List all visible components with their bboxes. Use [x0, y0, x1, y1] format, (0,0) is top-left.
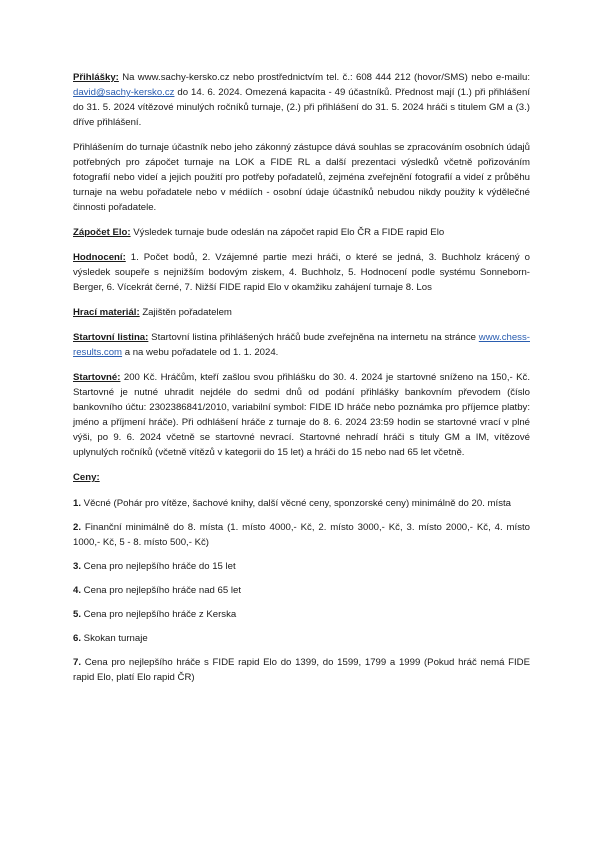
prize-item — [73, 520, 530, 550]
startovne-text: 200 Kč. Hráčům, kteří zašlou svou přihlášku do 30. 4. 2024 je startovné sníženo na 150,- Kč. Startovné je nutné uhradit nejdéle do sedmi dnů od podání přihlášky bankovním převodem (číslo bankovního účtu: 2302386841/2010, variabilní symbol: FIDE ID hráče nebo poznámka pro příjemce platby: jméno a příjmení hráče). Při odhlášení hráče z turnaje do 8. 6. 2024 23:59 hodin se startovné vrací v plné výši, po 9. 6. 2024 včetně se startovné nevrací. Startovné nehradí hráči s tituly GM a IM, vítězové uplynulých ročníků (včetně vítězů v kategorii do 15 let) a hráči do 15 nebo nad 65 let včetně. — [73, 372, 530, 458]
prize-item — [73, 607, 530, 622]
section-startovne — [73, 370, 530, 460]
email-link[interactable]: david@sachy-kersko.cz — [73, 87, 175, 98]
prize-item — [73, 655, 530, 685]
prize-text: Skokan turnaje — [81, 633, 148, 644]
section-material — [73, 305, 530, 320]
prize-number: 2. — [73, 522, 82, 533]
hodnoceni-text: 1. Počet bodů, 2. Vzájemné partie mezi hráči, o které se jedná, 3. Buchholz krácený o výsledek soupeře s nejnižším bodovým ziskem, 4. Buchholz, 5. Hodnocení podle systému Sonneborn-Berger, 6. Vícekrát černé, 7. Nižší FIDE rapid Elo v okamžiku zahájení turnaje 8. Los — [73, 252, 530, 293]
prize-number: 4. — [73, 585, 82, 596]
label-startovni-listina: Startovní listina: — [73, 332, 149, 343]
section-prihlasky — [73, 70, 530, 130]
material-text: Zajištěn pořadatelem — [139, 307, 232, 318]
prihlasky-text-1: Na www.sachy-kersko.cz nebo prostřednictvím tel. č.: 608 444 212 (hovor/SMS) nebo e-mailu: — [118, 72, 530, 83]
prize-text: Cena pro nejlepšího hráče z Kerska — [81, 609, 237, 620]
prize-item — [73, 559, 530, 574]
prize-text: Cena pro nejlepšího hráče do 15 let — [81, 561, 236, 572]
prize-number: 3. — [73, 561, 82, 572]
section-zapocet — [73, 225, 530, 240]
label-zapocet: Zápočet Elo: — [73, 227, 131, 238]
label-prihlasky: Přihlášky: — [73, 72, 119, 83]
label-ceny: Ceny: — [73, 472, 100, 483]
label-startovne: Startovné: — [73, 372, 121, 383]
startovni-listina-text-2: a na webu pořadatele od 1. 1. 2024. — [122, 347, 279, 358]
label-hodnoceni: Hodnocení: — [73, 252, 126, 263]
prize-number: 5. — [73, 609, 82, 620]
prize-item — [73, 583, 530, 598]
startovni-listina-text-1: Startovní listina přihlášených hráčů bude zveřejněna na internetu na stránce — [148, 332, 479, 343]
prize-number: 6. — [73, 633, 82, 644]
label-material: Hrací materiál: — [73, 307, 140, 318]
prihlasky-text-2: do 14. 6. 2024. Omezená kapacita - 49 účastníků. Přednost mají (1.) při přihlášení do 31. 5. 2024 vítězové minulých ročníků turnaje, (2.) při přihlášení do 31. 5. 2024 hráči s titulem GM a (3.) dříve přihlášení. — [73, 87, 530, 128]
prize-text: Finanční minimálně do 8. místa (1. místo 4000,- Kč, 2. místo 3000,- Kč, 3. místo 2000,- Kč, 4. místo 1000,- Kč, 5 - 8. místo 500,- Kč) — [73, 522, 530, 548]
prize-number: 7. — [73, 657, 82, 668]
prize-number: 1. — [73, 498, 82, 509]
chess-results-link[interactable]: www.chess-results.com — [73, 332, 530, 358]
section-startovni-listina — [73, 330, 530, 360]
prize-item — [73, 496, 530, 511]
prize-text: Věcné (Pohár pro vítěze, šachové knihy, další věcné ceny, sponzorské ceny) minimálně do 20. místa — [81, 498, 511, 509]
prize-text: Cena pro nejlepšího hráče nad 65 let — [81, 585, 242, 596]
zapocet-text: Výsledek turnaje bude odeslán na zápočet rapid Elo ČR a FIDE rapid Elo — [130, 227, 445, 238]
section-ceny-heading — [73, 470, 530, 485]
section-souhlas: Přihlášením do turnaje účastník nebo jeho zákonný zástupce dává souhlas se zpracováním osobních údajů potřebných pro zápočet turnaje na LOK a FIDE RL a další prezentaci výsledků včetně pořizováním fotografií nebo videí a jejich použití pro potřeby pořadatelů, zejména zveřejnění fotografií a videí z průběhu turnaje na webu pořadatele nebo v médiích - osobní údaje účastníků nebudou nikdy použity k výdělečné činnosti pořadatele. — [73, 142, 530, 213]
prize-item — [73, 631, 530, 646]
prize-text: Cena pro nejlepšího hráče s FIDE rapid Elo do 1399, do 1599, 1799 a 1999 (Pokud hráč nemá FIDE rapid Elo, platí Elo rapid ČR) — [73, 657, 530, 683]
section-hodnoceni — [73, 250, 530, 295]
